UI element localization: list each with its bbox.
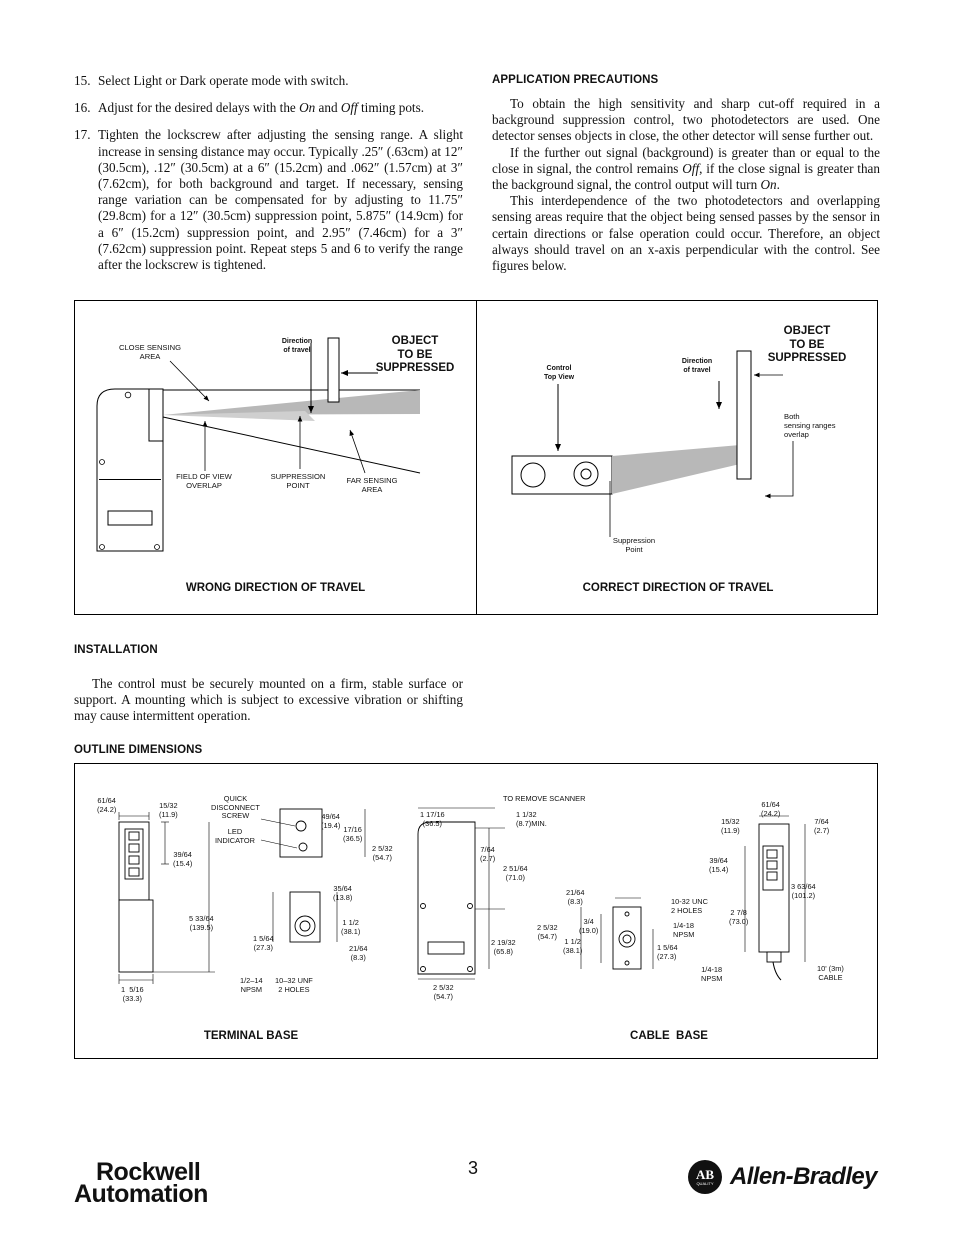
td-npsm: 1/2–14 NPSM [240, 976, 263, 994]
td-quick-disconnect: QUICK DISCONNECT SCREW [211, 794, 260, 821]
suppression-label: SUPPRESSION POINT [270, 472, 326, 490]
correct-caption: CORRECT DIRECTION OF TRAVEL [582, 582, 774, 594]
cd-61-64: 61/64 (24.2) [761, 800, 781, 818]
td-15-32: 15/32 (11.9) [159, 801, 178, 819]
td-led: LED INDICATOR [215, 827, 255, 845]
outline-heading: OUTLINE DIMENSIONS [74, 744, 203, 756]
wrong-direction-label: Direction of travel [281, 338, 313, 354]
precautions-heading: APPLICATION PRECAUTIONS [492, 74, 659, 86]
td-21-64: 21/64 (8.3) [349, 944, 368, 962]
correct-suppression-label: Suppression Point [612, 536, 656, 554]
control-top-view-label: Control Top View [543, 365, 575, 381]
cd-1-1-2: 1 1/2 (38.1) [563, 937, 583, 955]
ab-badge-letters: AB [695, 1167, 715, 1182]
rockwell-line1: Rockwell [96, 1158, 201, 1186]
rockwell-logo [74, 1158, 208, 1208]
cd-7-64-b: 7/64 (2.7) [814, 817, 830, 835]
td-61-64: 61/64 (24.2) [97, 796, 117, 814]
correct-direction-label: Direction of travel [681, 358, 713, 374]
correct-control-top [512, 456, 612, 494]
precautions-para-2: If the further out signal (background) is greater than or equal to the close in signal, the control remains Off, if the close signal is greater than the background signal, the control output will turn On. [492, 144, 880, 193]
installation-text: The control must be securely mounted on a firm, stable surface or support. A mounting which is subject to excessive vibration or shifting may cause intermittent operation. [74, 676, 463, 724]
ab-badge [688, 1160, 722, 1194]
rockwell-line2: Automation [74, 1180, 208, 1208]
cd-2-7-8: 2 7/8 (73.0) [729, 908, 749, 926]
precautions-para-1: To obtain the high sensitivity and sharp cut-off required in a background suppression control, two photodetectors are used. One detector senses objects in close, the other detector will sense further out. [492, 96, 880, 144]
step-16: 16. Adjust for the desired delays with the On and Off timing pots. [74, 100, 425, 116]
cd-1-4-18-b: 1/4-18 NPSM [701, 965, 723, 983]
td-49-64: 49/64 (19.4) [321, 812, 341, 830]
cd-1-1-32: 1 1/32 (8.7)MIN. [516, 810, 547, 828]
td-2-5-32: 2 5/32 (54.7) [372, 844, 393, 862]
page-number: 3 [468, 1158, 479, 1178]
far-sensing-label: FAR SENSING AREA [346, 476, 398, 494]
precautions-para-3: This interdependence of the two photodetectors and overlapping sensing areas require that the object being sensed passes by the sensor in certain directions or false operation could occur. Therefore, an object always should travel on an x-axis perpendicular with the control. See figures below. [492, 193, 880, 274]
td-17-16: 17/16 (36.5) [343, 825, 363, 843]
correct-object-label: OBJECT TO BE SUPPRESSED [767, 325, 847, 364]
wrong-control-body [97, 389, 163, 551]
cd-2-5-32-b: 2 5/32 (54.7) [537, 923, 558, 941]
steps-list [74, 73, 463, 284]
precautions-body [492, 96, 880, 274]
installation-heading: INSTALLATION [74, 644, 158, 656]
cd-7-64: 7/64 (2.7) [480, 845, 496, 863]
allen-bradley-text: Allen-Bradley [730, 1163, 877, 1190]
correct-sensing-overlap [612, 445, 740, 494]
travel-figure [74, 300, 878, 615]
ab-badge-quality: QUALITY [696, 1181, 714, 1186]
td-39-64: 39/64 (15.4) [173, 850, 193, 868]
cd-3-4: 3/4 (19.0) [579, 917, 599, 935]
step-17: 17. Tighten the lockscrew after adjusting the sensing range. A slight increase in sensing distance may occur. Typically .25″ (.63cm) at 12″ (30.5cm), .12″ (30.5cm) at a 6″ (15.2cm) and .062″ (1.57cm) at 3″ (7.62cm), for both background and target. If necessary, sensing range variation can be compensated for by adjusting to 11.75″ (29.8cm) for a 12″ (30.5cm) suppression point, 5.875″ (14.9cm) for a 6″ (15.2cm) suppression point, and 2.95″ (7.46cm) for a 3″ (7.62cm) suppression point. Repeat steps 5 and 6 to verify the range after the lockscrew is tightened. [74, 127, 463, 273]
close-sensing-label: CLOSE SENSING AREA [118, 343, 182, 361]
cable-caption: CABLE BASE [630, 1030, 708, 1042]
outline-drawing [75, 764, 879, 1060]
cd-cable: 10' (3m) CABLE [817, 964, 844, 982]
step-15: 15. Select Light or Dark operate mode with switch. [74, 73, 349, 88]
td-1-1-2: 1 1/2 (38.1) [341, 918, 361, 936]
correct-object [737, 351, 751, 479]
td-1-5-16: 1 5/16 (33.3) [121, 985, 144, 1003]
cd-2-19-32: 2 19/32 (65.8) [491, 938, 516, 956]
allen-bradley-logo [688, 1160, 877, 1194]
fov-label: FIELD OF VIEW OVERLAP [176, 472, 232, 490]
outline-figure [74, 763, 878, 1059]
cd-3-63-64: 3 63/64 (101.2) [791, 882, 816, 900]
td-35-64: 35/64 (13.8) [333, 884, 353, 902]
cd-10-32-unc: 10-32 UNC 2 HOLES [671, 897, 708, 915]
cd-21-64: 21/64 (8.3) [566, 888, 585, 906]
cd-1-17-16: 1 17/16 (36.5) [420, 810, 445, 828]
wrong-object [328, 338, 339, 402]
td-10-32: 10–32 UNF 2 HOLES [275, 976, 313, 994]
cd-1-5-64: 1 5/64 (27.3) [657, 943, 678, 961]
cd-2-5-32: 2 5/32 (54.7) [433, 983, 454, 1001]
wrong-object-label: OBJECT TO BE SUPPRESSED [375, 335, 455, 374]
cd-39-64: 39/64 (15.4) [709, 856, 729, 874]
both-overlap-label: Both sensing ranges overlap [784, 412, 836, 439]
cd-1-4-18: 1/4-18 NPSM [673, 921, 695, 939]
cd-2-51-64: 2 51/64 (71.0) [503, 864, 528, 882]
td-1-5-64: 1 5/64 (27.3) [253, 934, 274, 952]
cd-remove: TO REMOVE SCANNER [503, 794, 586, 803]
terminal-caption: TERMINAL BASE [203, 1030, 299, 1042]
td-5-33-64: 5 33/64 (139.5) [189, 914, 214, 932]
cd-15-32: 15/32 (11.9) [721, 817, 740, 835]
wrong-caption: WRONG DIRECTION OF TRAVEL [185, 582, 366, 594]
